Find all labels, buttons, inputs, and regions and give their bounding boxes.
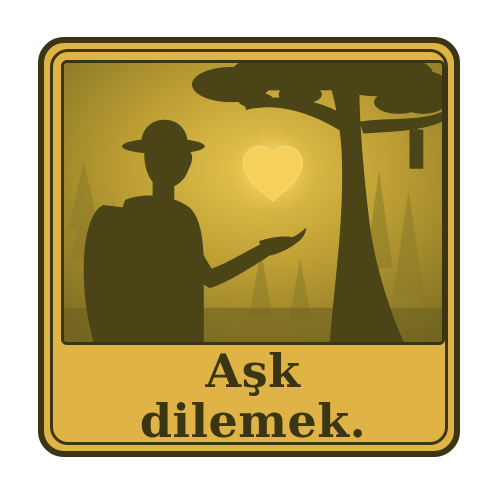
scene-illustration bbox=[61, 60, 445, 345]
sign-badge bbox=[38, 37, 460, 457]
caption-line-1: Aşk bbox=[205, 344, 301, 398]
scene-svg bbox=[64, 63, 442, 342]
caption bbox=[61, 346, 445, 445]
badge-inner-frame bbox=[50, 49, 448, 445]
hanging-sign bbox=[410, 130, 424, 169]
caption-line-2: dilemek. bbox=[139, 394, 367, 445]
